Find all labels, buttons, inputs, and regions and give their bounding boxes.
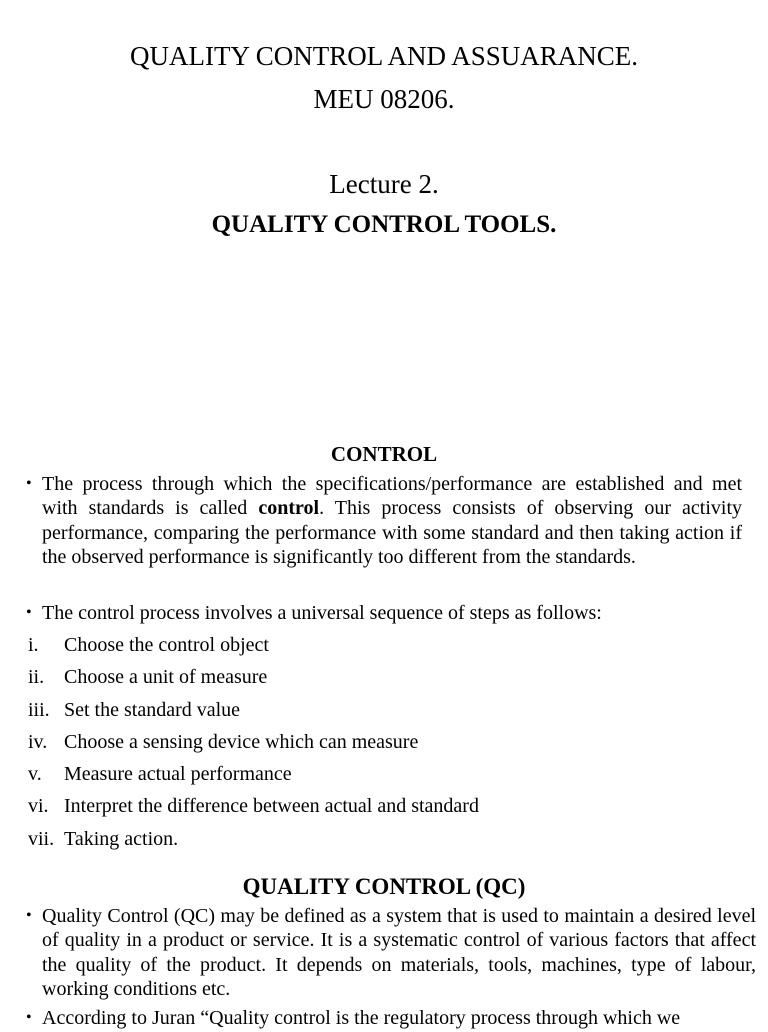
bullet-text: Quality Control (QC) may be defined as a system that is used to maintain a desired level of quality in a product or service. It is a systematic control of various factors that affect the quality of the product. It depends on materials, tools, machines, type of labour, working conditions etc. [42, 905, 756, 1000]
bullet-icon: • [26, 907, 32, 924]
step-number: v. [28, 763, 42, 786]
list-item [28, 826, 728, 858]
list-item [28, 697, 728, 729]
course-title: QUALITY CONTROL AND ASSUARANCE. [129, 41, 639, 71]
step-text: Choose the control object [64, 634, 269, 656]
step-text: Set the standard value [64, 698, 241, 721]
title-slide [0, 0, 768, 420]
section-heading-control: CONTROL [330, 442, 438, 466]
step-number: vi. [28, 795, 49, 818]
step-number: iii. [28, 698, 50, 721]
control-steps-list [28, 632, 728, 858]
course-code: MEU 08206. [313, 84, 455, 114]
step-text: Choose a sensing device which can measure [64, 730, 419, 753]
step-text: Taking action. [64, 827, 179, 850]
bullet-text-part: . This process consists of observing our activity performance, comparing the performance with some standard and then taking action if the observed performance is significantly too different from the standards. [42, 497, 742, 568]
list-item [28, 632, 728, 664]
step-text: Measure actual performance [64, 763, 292, 786]
qc-definition-bullet [26, 904, 756, 1004]
lecture-subtitle: QUALITY CONTROL TOOLS. [211, 211, 557, 238]
bullet-text: According to Juran “Quality control is the regulatory process through which we [42, 1007, 681, 1029]
control-process-bullet [26, 601, 742, 627]
step-number: i. [28, 634, 39, 656]
list-item [28, 729, 728, 761]
step-text: Interpret the difference between actual and standard [64, 795, 479, 818]
juran-quote-bullet [26, 1006, 756, 1032]
lecture-number: Lecture 2. [329, 169, 439, 199]
list-item [28, 761, 728, 793]
step-number: vii. [28, 827, 55, 850]
step-number: iv. [28, 730, 48, 753]
step-text: Choose a unit of measure [64, 666, 268, 689]
bold-term-control: control [258, 497, 320, 520]
bullet-text [42, 472, 742, 569]
bullet-text-part: The process through which the specifications/performance are established and met with standards is called [42, 473, 742, 520]
list-item [28, 793, 728, 825]
list-item [28, 664, 728, 696]
bullet-icon: • [26, 1009, 32, 1026]
step-number: ii. [28, 666, 45, 689]
bullet-icon: • [26, 604, 32, 621]
section-heading-quality-control: QUALITY CONTROL (QC) [242, 874, 526, 899]
control-definition-bullet [26, 472, 742, 594]
bullet-icon: • [26, 475, 32, 492]
bullet-text: The control process involves a universal sequence of steps as follows: [42, 602, 602, 624]
